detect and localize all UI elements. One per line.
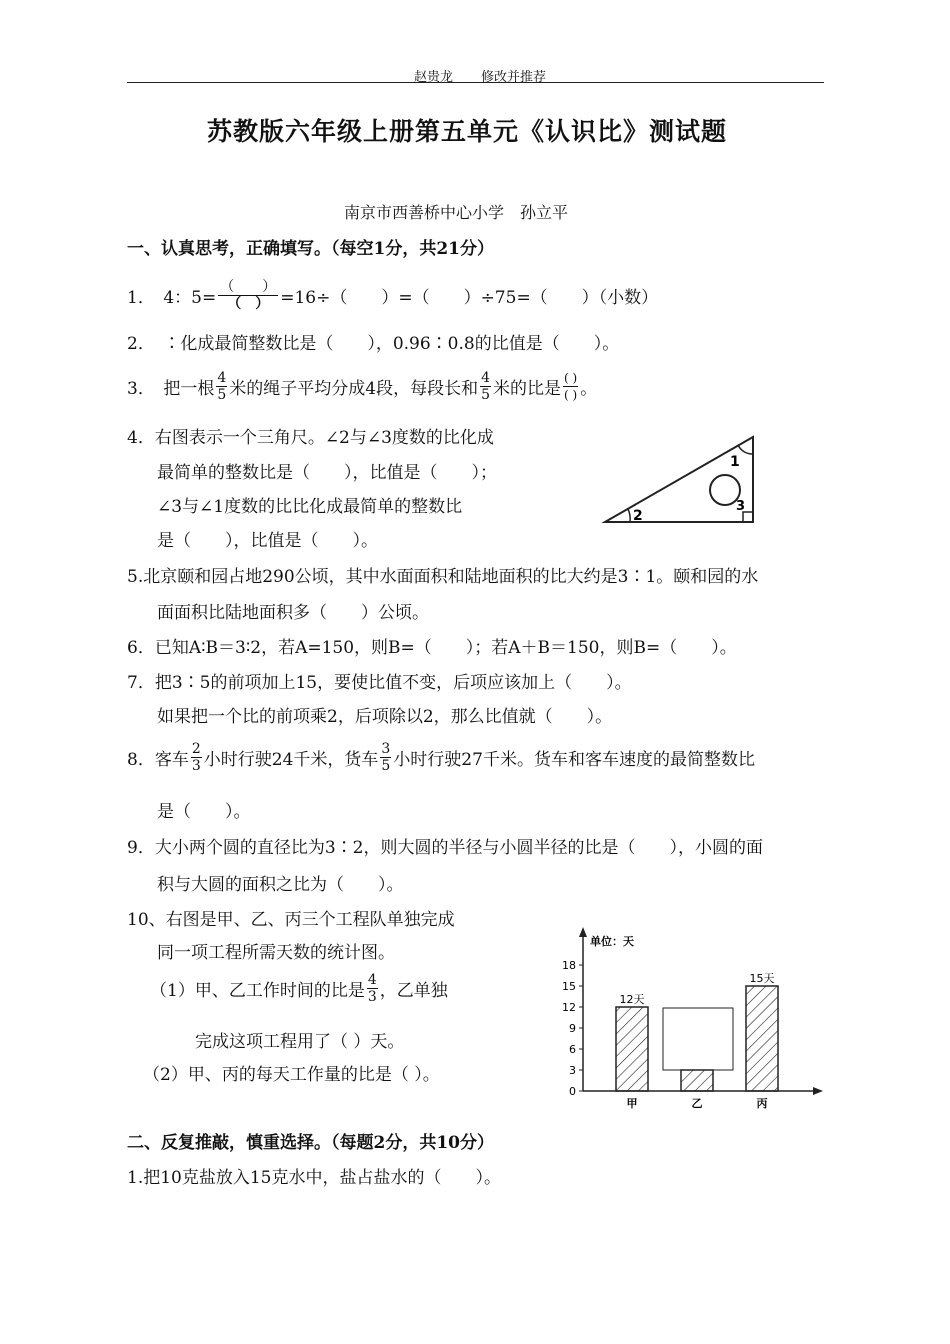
q1-fraction (218, 279, 278, 312)
q4-line-3: ∠3与∠1度数的比比化成最简单的整数比 (157, 497, 463, 517)
section2-question-1: 1.把10克盐放入15克水中，盐占盐水的（ ）。 (127, 1168, 501, 1188)
q10-line-1: 10、右图是甲、乙、丙三个工程队单独完成 (127, 910, 455, 930)
q8-f2-num: 3 (381, 740, 391, 757)
header-note: 修改并推荐 (481, 70, 547, 85)
y-tick-label: 12 (562, 1001, 576, 1014)
page-title: 苏教版六年级上册第五单元《认识比》测试题 (207, 117, 728, 146)
q3-fraction-3 (563, 370, 578, 403)
q1-text-b: =16÷（ ）=（ ）÷75=（ ）（小数） (280, 287, 659, 308)
bar-data-label: 12天 (619, 993, 645, 1006)
q10-fraction (367, 972, 378, 1005)
q3-fraction-2 (480, 370, 491, 403)
q10-f-num: 4 (367, 971, 377, 988)
q8-text-c: 小时行驶27千米。货车和客车速度的最简整数比 (393, 749, 755, 770)
q8-fraction-2 (380, 741, 391, 774)
angle-2-arc (628, 509, 630, 522)
q8-text-b: 小时行驶24千米，货车 (203, 749, 379, 770)
q1-text-a: 1． 4：5= (127, 287, 217, 308)
angle-2-label: 2 (633, 508, 643, 524)
section1-heading: 一、认真思考，正确填写。（每空1分，共21分） (127, 239, 494, 259)
q10-line-3 (150, 966, 448, 1010)
q1-frac-denominator: （ ） (227, 295, 270, 312)
q10-line-2: 同一项工程所需天数的统计图。 (157, 943, 395, 963)
x-category-label: 丙 (756, 1097, 768, 1110)
q10-line-5: （2）甲、丙的每天工作量的比是（ ）。 (143, 1065, 440, 1085)
triangle-ruler-figure (600, 432, 760, 528)
header-author: 赵贵龙 (414, 70, 454, 85)
q3-f1-den: 5 (217, 386, 227, 403)
q4-line-1: 4．右图表示一个三角尺。∠2与∠3度数的比化成 (127, 428, 494, 448)
x-category-label: 乙 (691, 1097, 703, 1110)
y-tick-label: 0 (569, 1085, 576, 1098)
y-axis-arrow (579, 927, 587, 937)
question-1 (127, 272, 658, 318)
y-tick-label: 9 (569, 1022, 576, 1035)
x-category-label: 甲 (626, 1097, 638, 1110)
question-6: 6．已知A∶B＝3∶2，若A=150，则B=（ ）；若A＋B＝150，则B=（ ）。 (127, 638, 737, 658)
angle-1-arc (738, 445, 753, 454)
q4-line-2: 最简单的整数比是（ ），比值是（ ）； (157, 463, 497, 483)
q10-text-a: （1）甲、乙工作时间的比是 (150, 980, 365, 1001)
bar-data-label: 15天 (749, 972, 775, 985)
q9-line-2: 积与大圆的面积之比为（ ）。 (157, 875, 404, 895)
q10-line-4: 完成这项工程用了（ ）天。 (195, 1032, 405, 1052)
y-tick-label: 18 (562, 959, 576, 972)
question-3 (127, 364, 597, 408)
q3-text-c: 米的比是 (493, 378, 561, 399)
q3-text-d: 。 (580, 378, 598, 399)
q3-f3-num: ( ) (564, 370, 578, 385)
q7-line-1: 7．把3∶5的前项加上15，要使比值不变，后项应该加上（ ）。 (127, 673, 632, 693)
x-axis-arrow (813, 1087, 823, 1095)
q8-f1-num: 2 (191, 740, 201, 757)
chart-answer-box (663, 1008, 733, 1070)
section2-heading: 二、反复推敲，慎重选择。（每题2分，共10分） (127, 1133, 494, 1153)
q1-frac-numerator: （ ） (220, 278, 277, 295)
q3-f2-den: 5 (481, 386, 490, 403)
y-tick-label: 3 (569, 1064, 576, 1077)
q5-line-1: 5.北京颐和园占地290公顷，其中水面面积和陆地面积的比大约是3∶1。颐和园的水 (127, 567, 759, 587)
q8-f2-den: 5 (381, 757, 391, 774)
question-2: 2． ∶化成最简整数比是（ ），0.96∶0.8的比值是（ ）。 (127, 334, 620, 354)
bar-2 (746, 986, 778, 1091)
q3-fraction-1 (216, 370, 227, 403)
q10-text-b: ，乙单独 (379, 980, 448, 1001)
triangle-outline (605, 437, 753, 522)
bar-0 (616, 1007, 648, 1091)
q3-f2-num: 4 (481, 369, 490, 386)
bar-1 (681, 1070, 713, 1091)
q8-fraction-1 (191, 741, 202, 774)
chart-unit-label: 单位：天 (590, 935, 634, 948)
q9-line-1: 9．大小两个圆的直径比为3∶2，则大圆的半径与小圆半径的比是（ ），小圆的面 (127, 838, 763, 858)
question-8 (127, 735, 755, 779)
q4-line-4: 是（ ），比值是（ ）。 (157, 531, 378, 551)
q3-text-a: 3． 把一根 (127, 378, 215, 399)
q8-line-2: 是（ ）。 (157, 802, 251, 822)
angle-1-label: 1 (730, 454, 740, 470)
q8-f1-den: 3 (191, 757, 201, 774)
q8-text-a: 8．客车 (127, 749, 189, 770)
q3-text-b: 米的绳子平均分成4段，每段长和 (229, 378, 479, 399)
q7-line-2: 如果把一个比的前项乘2，后项除以2，那么比值就（ ）。 (157, 707, 613, 727)
school-author: 南京市西善桥中心小学 孙立平 (344, 203, 569, 222)
q10-f-den: 3 (367, 988, 377, 1005)
q3-f1-num: 4 (217, 369, 227, 386)
y-tick-label: 15 (562, 980, 576, 993)
angle-3-label: 3 (736, 499, 746, 514)
q5-line-2: 面面积比陆地面积多（ ）公顷。 (157, 603, 429, 623)
work-days-bar-chart (555, 925, 830, 1110)
q3-f3-den: ( ) (564, 387, 578, 402)
y-tick-label: 6 (569, 1043, 576, 1056)
header-rule (127, 82, 824, 83)
